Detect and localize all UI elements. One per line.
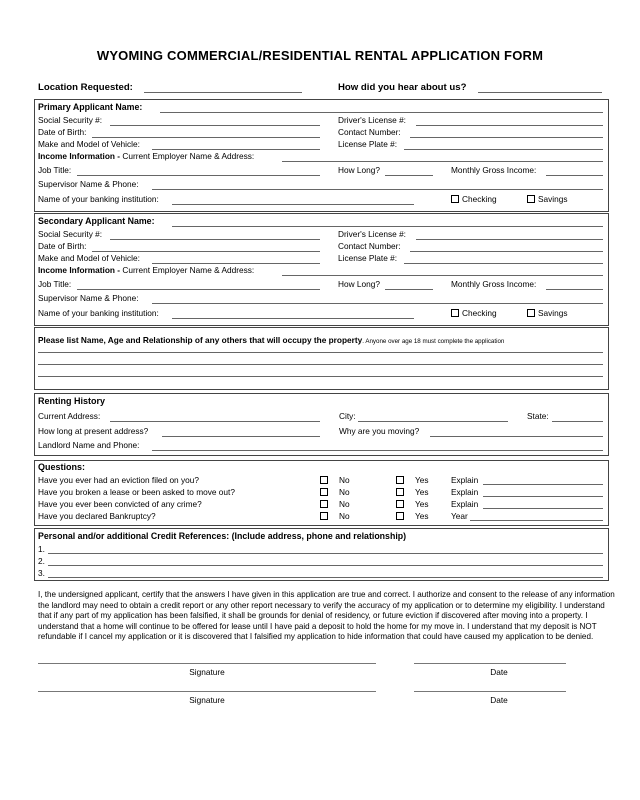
primary-savings-option[interactable] (527, 194, 568, 205)
secondary-dl-field[interactable] (416, 239, 603, 240)
renting-address-field[interactable] (110, 421, 320, 422)
checkbox-icon[interactable] (320, 488, 328, 496)
renting-header: Renting History (38, 396, 106, 406)
primary-income-label (38, 151, 254, 162)
renting-howlong-field[interactable] (162, 436, 320, 437)
renting-city-label: City: (339, 411, 356, 421)
primary-supervisor-label: Supervisor Name & Phone: (38, 179, 139, 189)
secondary-dob-field[interactable] (92, 251, 320, 252)
checkbox-icon[interactable] (451, 195, 459, 203)
question-no-label: No (339, 487, 350, 497)
question-extra-label: Explain (451, 475, 479, 485)
checkbox-icon[interactable] (396, 512, 404, 520)
signature-label-1: Signature (189, 667, 225, 677)
primary-plate-label: License Plate #: (338, 139, 398, 149)
question-no-label: No (339, 511, 350, 521)
secondary-phone-label: Contact Number: (338, 241, 401, 251)
secondary-ssn-label: Social Security #: (38, 229, 103, 239)
secondary-income-bold: Income Information - (38, 265, 123, 275)
checkbox-icon[interactable] (451, 309, 459, 317)
question-yes-label: Yes (415, 499, 429, 509)
reference-line-3[interactable] (48, 577, 603, 578)
checkbox-icon[interactable] (396, 500, 404, 508)
primary-monthly-label: Monthly Gross Income: (451, 165, 537, 175)
primary-dl-label: Driver's License #: (338, 115, 406, 125)
question-yes-label: Yes (415, 511, 429, 521)
secondary-name-label: Secondary Applicant Name: (38, 216, 155, 226)
secondary-checking-label: Checking (462, 308, 497, 318)
secondary-income-rest: Current Employer Name & Address: (122, 265, 255, 275)
renting-why-field[interactable] (430, 436, 603, 437)
question-extra-label: Explain (451, 487, 479, 497)
primary-bank-label: Name of your banking institution: (38, 194, 159, 204)
secondary-checking-option[interactable] (451, 308, 497, 319)
secondary-vehicle-label: Make and Model of Vehicle: (38, 253, 140, 263)
hear-label: How did you hear about us? (338, 82, 467, 93)
signature-line-2[interactable] (38, 691, 376, 692)
primary-dob-label: Date of Birth: (38, 127, 87, 137)
reference-line-1[interactable] (48, 553, 603, 554)
primary-ssn-label: Social Security #: (38, 115, 103, 125)
secondary-dl-label: Driver's License #: (338, 229, 406, 239)
primary-howlong-field[interactable] (385, 175, 433, 176)
primary-income-rest: Current Employer Name & Address: (122, 151, 255, 161)
primary-plate-field[interactable] (404, 149, 603, 150)
secondary-plate-label: License Plate #: (338, 253, 398, 263)
date-label-2: Date (490, 695, 508, 705)
question-extra-field[interactable] (483, 496, 603, 497)
question-extra-field[interactable] (483, 484, 603, 485)
occupant-line-1[interactable] (38, 352, 603, 353)
secondary-ssn-field[interactable] (110, 239, 320, 240)
primary-bank-field[interactable] (172, 204, 414, 205)
primary-name-label: Primary Applicant Name: (38, 102, 143, 112)
primary-monthly-field[interactable] (546, 175, 603, 176)
hear-field[interactable] (478, 92, 602, 93)
secondary-monthly-label: Monthly Gross Income: (451, 279, 537, 289)
question-no-label: No (339, 475, 350, 485)
question-yes-option[interactable] (396, 475, 429, 486)
certification-text: I, the undersigned applicant, certify that the answers I have given in this application are true and correct. I authorize and consent to the release of any information the landlord may need to obtain a credit report or any other report necessary to verify the accuracy of my application or to determine my eligibility. I understand that if any part of my application has been falsified, it shall be grounds for denial of residency, or future eviction if discovered after moving into a property. I understand that a home will continue to be offered for lease until I have paid a deposit to hold the home for my move in. I understand that my deposit is NOT refundable if I cancel my application or it is discovered that I falsified my application to hide information that could have caused my application to be denied. (38, 590, 615, 642)
primary-supervisor-field[interactable] (152, 189, 603, 190)
renting-city-field[interactable] (358, 421, 508, 422)
checkbox-icon[interactable] (320, 512, 328, 520)
primary-checking-option[interactable] (451, 194, 497, 205)
primary-checking-label: Checking (462, 194, 497, 204)
occupant-line-3[interactable] (38, 376, 603, 377)
question-no-label: No (339, 499, 350, 509)
checkbox-icon[interactable] (527, 195, 535, 203)
renting-howlong-label: How long at present address? (38, 426, 149, 436)
secondary-supervisor-label: Supervisor Name & Phone: (38, 293, 139, 303)
secondary-name-field[interactable] (172, 226, 603, 227)
renting-state-field[interactable] (552, 421, 603, 422)
primary-howlong-label: How Long? (338, 165, 380, 175)
secondary-savings-label: Savings (538, 308, 568, 318)
occupant-line-2[interactable] (38, 364, 603, 365)
secondary-supervisor-field[interactable] (152, 303, 603, 304)
occupants-header (38, 330, 504, 348)
secondary-employer-field[interactable] (282, 275, 603, 276)
renting-landlord-label: Landlord Name and Phone: (38, 440, 140, 450)
checkbox-icon[interactable] (527, 309, 535, 317)
questions-header: Questions: (38, 462, 86, 472)
question-yes-option[interactable] (396, 499, 429, 510)
question-extra-field[interactable] (483, 508, 603, 509)
question-text: Have you broken a lease or been asked to move out? (38, 487, 235, 497)
secondary-howlong-field[interactable] (385, 289, 433, 290)
date-line-1[interactable] (414, 663, 566, 664)
checkbox-icon[interactable] (320, 476, 328, 484)
signature-label-2: Signature (189, 695, 225, 705)
date-label-1: Date (490, 667, 508, 677)
occupants-note: . Anyone over age 18 must complete the application (362, 338, 505, 345)
primary-savings-label: Savings (538, 194, 568, 204)
question-no-option[interactable] (320, 475, 350, 486)
question-yes-option[interactable] (396, 511, 429, 522)
primary-income-bold: Income Information - (38, 151, 123, 161)
secondary-howlong-label: How Long? (338, 279, 380, 289)
primary-phone-field[interactable] (410, 137, 603, 138)
question-no-option[interactable] (320, 487, 350, 498)
renting-address-label: Current Address: (38, 411, 101, 421)
question-yes-label: Yes (415, 475, 429, 485)
secondary-dob-label: Date of Birth: (38, 241, 87, 251)
date-line-2[interactable] (414, 691, 566, 692)
renting-landlord-field[interactable] (152, 450, 603, 451)
secondary-phone-field[interactable] (410, 251, 603, 252)
question-extra-field[interactable] (470, 520, 603, 521)
renting-state-label: State: (527, 411, 549, 421)
location-field[interactable] (144, 92, 302, 93)
question-text: Have you ever had an eviction filed on you? (38, 475, 199, 485)
secondary-bank-label: Name of your banking institution: (38, 308, 159, 318)
question-no-option[interactable] (320, 499, 350, 510)
reference-number-2: 2. (38, 556, 45, 566)
primary-employer-field[interactable] (282, 161, 603, 162)
question-extra-label: Explain (451, 499, 479, 509)
secondary-job-label: Job Title: (38, 279, 72, 289)
primary-job-field[interactable] (77, 175, 320, 176)
references-header: Personal and/or additional Credit References: (Include address, phone and relationship) (38, 531, 407, 541)
question-yes-label: Yes (415, 487, 429, 497)
primary-job-label: Job Title: (38, 165, 72, 175)
checkbox-icon[interactable] (396, 488, 404, 496)
checkbox-icon[interactable] (320, 500, 328, 508)
secondary-income-label (38, 265, 254, 276)
checkbox-icon[interactable] (396, 476, 404, 484)
question-no-option[interactable] (320, 511, 350, 522)
question-yes-option[interactable] (396, 487, 429, 498)
location-label: Location Requested: (38, 82, 133, 93)
primary-dob-field[interactable] (92, 137, 320, 138)
primary-phone-label: Contact Number: (338, 127, 401, 137)
primary-dl-field[interactable] (416, 125, 603, 126)
secondary-vehicle-field[interactable] (152, 263, 320, 264)
secondary-bank-field[interactable] (172, 318, 414, 319)
question-text: Have you declared Bankruptcy? (38, 511, 156, 521)
secondary-job-field[interactable] (77, 289, 320, 290)
secondary-plate-field[interactable] (404, 263, 603, 264)
signature-line-1[interactable] (38, 663, 376, 664)
renting-why-label: Why are you moving? (339, 426, 420, 436)
reference-line-2[interactable] (48, 565, 603, 566)
primary-vehicle-field[interactable] (152, 149, 320, 150)
primary-name-field[interactable] (160, 112, 603, 113)
question-text: Have you ever been convicted of any crime? (38, 499, 202, 509)
reference-number-1: 1. (38, 544, 45, 554)
reference-number-3: 3. (38, 568, 45, 578)
page-title: WYOMING COMMERCIAL/RESIDENTIAL RENTAL APPLICATION FORM (96, 48, 544, 63)
occupants-header-text: Please list Name, Age and Relationship of any others that will occupy the property (38, 335, 363, 345)
secondary-savings-option[interactable] (527, 308, 568, 319)
primary-ssn-field[interactable] (110, 125, 320, 126)
question-extra-label: Year (451, 511, 468, 521)
primary-vehicle-label: Make and Model of Vehicle: (38, 139, 140, 149)
secondary-monthly-field[interactable] (546, 289, 603, 290)
